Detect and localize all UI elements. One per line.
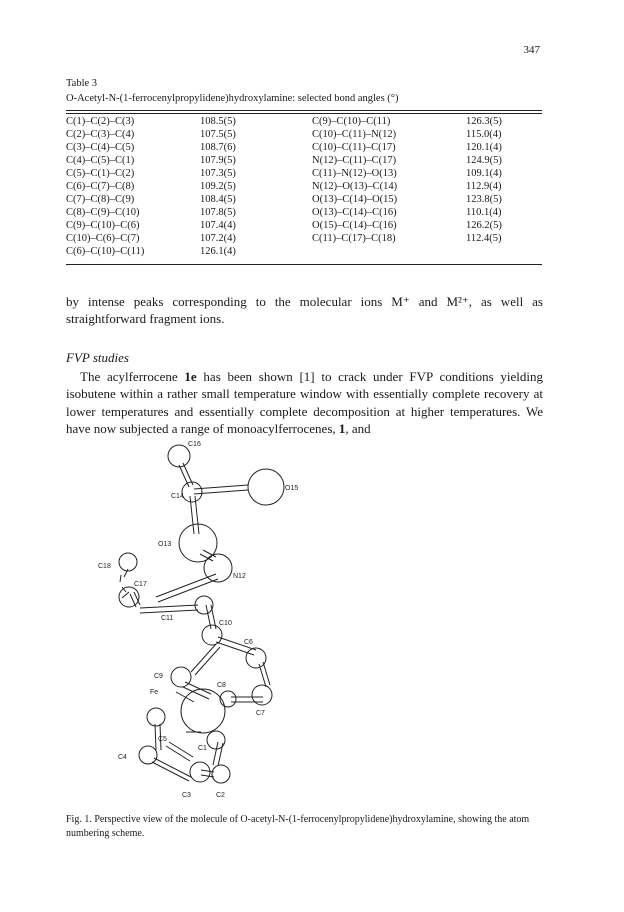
atom-label-o13: O13 (158, 541, 172, 548)
angle-value-cell: 123.8(5) (466, 194, 502, 205)
page-number: 347 (523, 44, 540, 56)
atom-label-c8: C8 (217, 682, 226, 689)
paragraph-fvp-part-c: , and (345, 421, 371, 437)
table-top-rule (66, 110, 542, 111)
table-caption: O-Acetyl-N-(1-ferrocenylpropylidene)hydroxylamine: selected bond angles (°) (66, 93, 399, 104)
figure-caption: Fig. 1. Perspective view of the molecule of O-acetyl-N-(1-ferrocenylpropylidene)hydroxylamine, showing the atom numbering scheme. (66, 814, 530, 839)
angle-value-cell: 126.1(4) (200, 246, 236, 257)
atom-label-c3: C3 (182, 792, 191, 799)
table-row (66, 167, 542, 180)
angle-value-cell: 107.8(5) (200, 207, 236, 218)
table-row (66, 128, 542, 141)
atom-label-c17: C17 (134, 581, 147, 588)
angle-atoms-cell: C(6)–C(10)–C(11) (66, 246, 145, 257)
table-row (66, 193, 542, 206)
atom-label-c6: C6 (244, 639, 253, 646)
table-label: Table 3 (66, 78, 98, 89)
angle-value-cell: 107.3(5) (200, 168, 236, 179)
table-row (66, 232, 542, 245)
molecule-figure (66, 432, 542, 812)
angle-atoms-cell: C(6)–C(7)–C(8) (66, 181, 135, 192)
angle-value-cell: 109.2(5) (200, 181, 236, 192)
angle-value-cell: 120.1(4) (466, 142, 502, 153)
bonds (120, 463, 270, 781)
atom-label-c10: C10 (219, 620, 232, 627)
angle-value-cell: 108.5(5) (200, 116, 236, 127)
angle-value-cell: 112.4(5) (466, 233, 502, 244)
angle-atoms-cell: O(13)–C(14)–C(16) (312, 207, 397, 218)
atom-label-fe: Fe (150, 689, 159, 696)
paragraph-fvp (66, 368, 543, 438)
angle-atoms-cell: C(9)–C(10)–C(11) (312, 116, 391, 127)
angle-value-cell: 107.9(5) (200, 155, 236, 166)
table-row (66, 115, 542, 128)
angle-value-cell: 109.1(4) (466, 168, 502, 179)
angle-value-cell: 107.2(4) (200, 233, 236, 244)
atom-label-c11: C11 (161, 615, 174, 622)
atom-label-c9: C9 (154, 673, 163, 680)
atom-label-c1: C1 (198, 745, 207, 752)
angle-atoms-cell (312, 245, 466, 258)
compound-ref-1e: 1e (184, 369, 197, 384)
paragraph-fvp-part-b: has been shown [1] to crack under FVP conditions yielding isobutene within a rather small temperature window with essentially complete recovery at lower temperatures and essentially complete decomposition at higher temperatures. We have now subjected a range of monoacylferrocenes, (66, 369, 543, 437)
angle-value-cell: 108.7(6) (200, 142, 236, 153)
compound-ref-1: 1 (338, 421, 346, 437)
atom-label-c7: C7 (256, 710, 265, 717)
section-heading: FVP studies (66, 350, 129, 365)
table-row (66, 141, 542, 154)
table-row (66, 180, 542, 193)
atom-label-c18: C18 (98, 563, 111, 570)
angle-value-cell (466, 245, 542, 258)
angle-value-cell: 112.9(4) (466, 181, 502, 192)
angle-value-cell: 107.5(5) (200, 129, 236, 140)
angle-atoms-cell: C(1)–C(2)–C(3) (66, 116, 135, 127)
angle-atoms-cell: C(7)–C(8)–C(9) (66, 194, 135, 205)
angle-value-cell: 107.4(4) (200, 220, 236, 231)
angle-value-cell: 124.9(5) (466, 155, 502, 166)
angle-atoms-cell: C(8)–C(9)–C(10) (66, 207, 140, 218)
paragraph-fvp-part-a: The acylferrocene (80, 369, 185, 384)
angle-atoms-cell: N(12)–O(13)–C(14) (312, 181, 398, 192)
angle-atoms-cell: C(11)–C(17)–C(18) (312, 233, 396, 244)
paragraph-continuation: by intense peaks corresponding to the molecular ions M⁺ and M²⁺, as well as straightforward fragment ions. (66, 294, 543, 327)
angle-atoms-cell: C(10)–C(6)–C(7) (66, 233, 140, 244)
bond-angle-table (66, 115, 542, 258)
angle-atoms-cell: C(4)–C(5)–C(1) (66, 155, 135, 166)
angle-value-cell: 115.0(4) (466, 129, 502, 140)
angle-atoms-cell: C(10)–C(11)–N(12) (312, 129, 397, 140)
atom-label-n12: N12 (233, 573, 246, 580)
table-row (66, 154, 542, 167)
table-row (66, 219, 542, 232)
atom-label-c16: C16 (188, 441, 201, 448)
angle-atoms-cell: N(12)–C(11)–C(17) (312, 155, 397, 166)
atom-label-c14: C14 (171, 493, 184, 500)
table-row (66, 245, 542, 258)
angle-atoms-cell: C(5)–C(1)–C(2) (66, 168, 135, 179)
table-bottom-rule (66, 264, 542, 265)
angle-atoms-cell: C(10)–C(11)–C(17) (312, 142, 396, 153)
angle-atoms-cell: C(2)–C(3)–C(4) (66, 129, 135, 140)
angle-value-cell: 108.4(5) (200, 194, 236, 205)
atom-label-c2: C2 (216, 792, 225, 799)
atom-label-c4: C4 (118, 754, 127, 761)
table-row (66, 206, 542, 219)
angle-value-cell: 110.1(4) (466, 207, 502, 218)
atoms (119, 445, 284, 783)
angle-atoms-cell: C(3)–C(4)–C(5) (66, 142, 135, 153)
angle-atoms-cell: C(9)–C(10)–C(6) (66, 220, 140, 231)
angle-value-cell: 126.2(5) (466, 220, 502, 231)
table-top-rule-2 (66, 113, 542, 114)
angle-value-cell: 126.3(5) (466, 116, 502, 127)
angle-atoms-cell: O(13)–C(14)–O(15) (312, 194, 398, 205)
atom-label-c5: C5 (158, 736, 167, 743)
atom-label-o15: O15 (285, 485, 299, 492)
angle-atoms-cell: O(15)–C(14)–C(16) (312, 220, 397, 231)
angle-atoms-cell: C(11)–N(12)–O(13) (312, 168, 397, 179)
